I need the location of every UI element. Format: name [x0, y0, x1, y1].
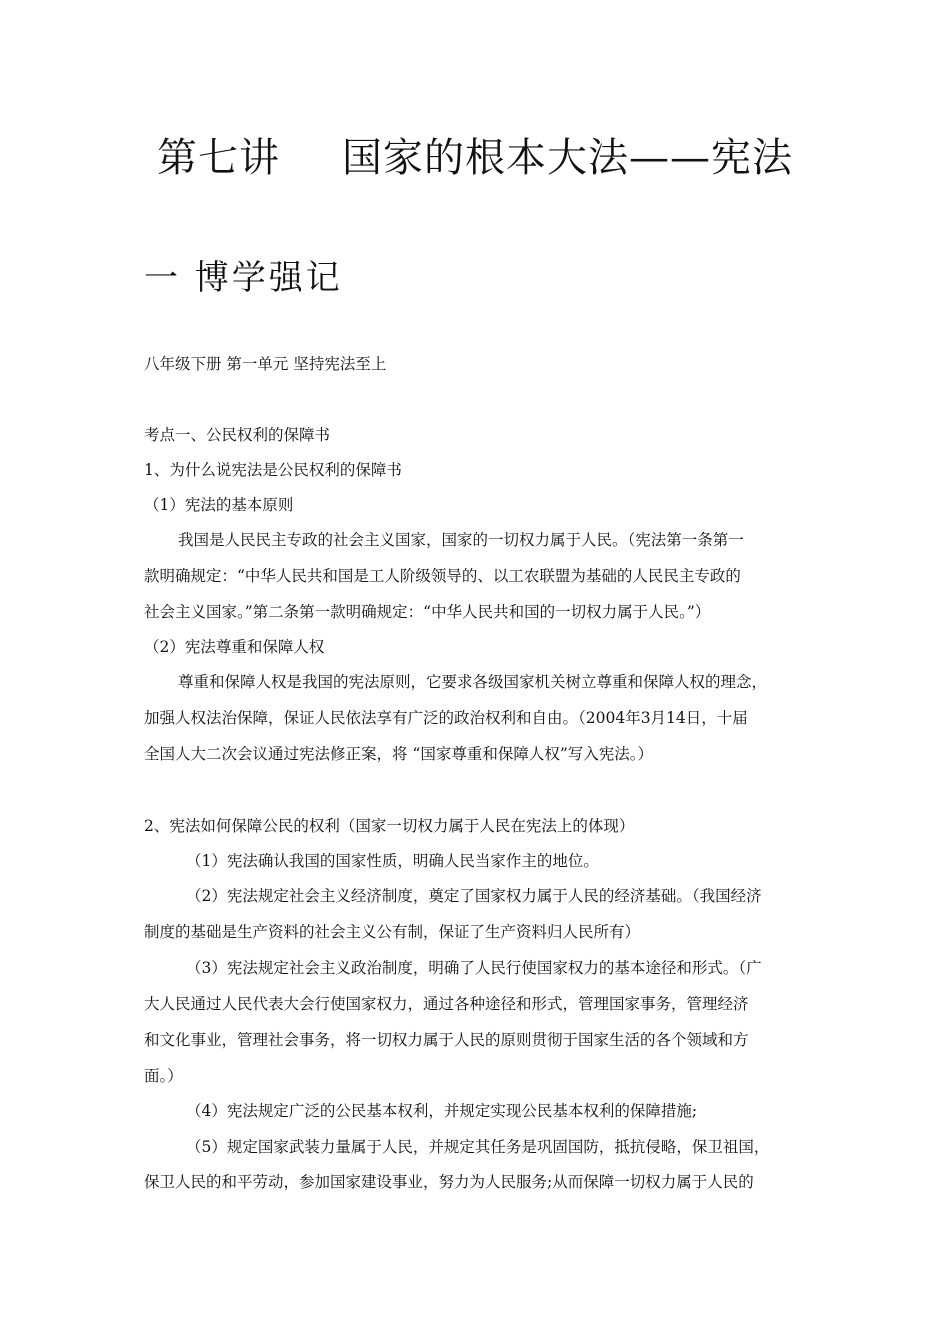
- list-item: （1）宪法确认我国的国家性质，明确人民当家作主的地位。: [186, 852, 599, 870]
- paragraph-line: 社会主义国家。”第二条第一款明确规定：“中华人民共和国的一切权力属于人民。”）: [144, 603, 711, 621]
- title-topic: 国家的根本大法——宪法: [342, 135, 793, 181]
- list-item: （5）规定国家武装力量属于人民，并规定其任务是巩固国防，抵抗侵略，保卫祖国，: [186, 1138, 770, 1156]
- question-heading: 2、宪法如何保障公民的权利（国家一切权力属于人民在宪法上的体现）: [144, 817, 635, 835]
- list-item: （4）宪法规定广泛的公民基本权利，并规定实现公民基本权利的保障措施;: [186, 1102, 698, 1120]
- paragraph-line: 加强人权法治保障，保证人民依法享有广泛的政治权利和自由。（2004年3月14日，十届: [144, 709, 748, 727]
- paragraph-line: 款明确规定：“中华人民共和国是工人阶级领导的、以工农联盟为基础的人民民主专政的: [144, 567, 741, 585]
- subheading: （2）宪法尊重和保障人权: [144, 638, 325, 656]
- paragraph-line: 制度的基础是生产资料的社会主义公有制，保证了生产资料归人民所有）: [144, 923, 641, 941]
- title-lecture-number: 第七讲: [157, 135, 280, 181]
- paragraph-line: 和文化事业，管理社会事务，将一切权力属于人民的原则贯彻于国家生活的各个领域和方: [144, 1031, 749, 1049]
- document-title: [0, 126, 950, 183]
- unit-label: 八年级下册 第一单元 坚持宪法至上: [144, 355, 387, 373]
- exam-point-heading: 考点一、公民权利的保障书: [144, 426, 331, 444]
- paragraph-line: 我国是人民民主专政的社会主义国家，国家的一切权力属于人民。（宪法第一条第一: [178, 531, 744, 549]
- list-item: （3）宪法规定社会主义政治制度，明确了人民行使国家权力的基本途径和形式。（广: [186, 959, 762, 977]
- paragraph-line: 全国人大二次会议通过宪法修正案，将 “国家尊重和保障人权”写入宪法。）: [144, 745, 654, 763]
- subheading: （1）宪法的基本原则: [144, 496, 294, 514]
- paragraph-line: 大人民通过人民代表大会行使国家权力，通过各种途径和形式，管理国家事务，管理经济: [144, 995, 749, 1013]
- question-heading: 1、为什么说宪法是公民权利的保障书: [144, 461, 402, 479]
- section-heading: 一 博学强记: [144, 258, 343, 298]
- paragraph-line: 保卫人民的和平劳动，参加国家建设事业，努力为人民服务;从而保障一切权力属于人民的: [144, 1173, 754, 1191]
- paragraph-line: 面。）: [144, 1067, 183, 1085]
- paragraph-line: 尊重和保障人权是我国的宪法原则，它要求各级国家机关树立尊重和保障人权的理念，: [178, 673, 768, 691]
- list-item: （2）宪法规定社会主义经济制度，奠定了国家权力属于人民的经济基础。（我国经济: [186, 887, 762, 905]
